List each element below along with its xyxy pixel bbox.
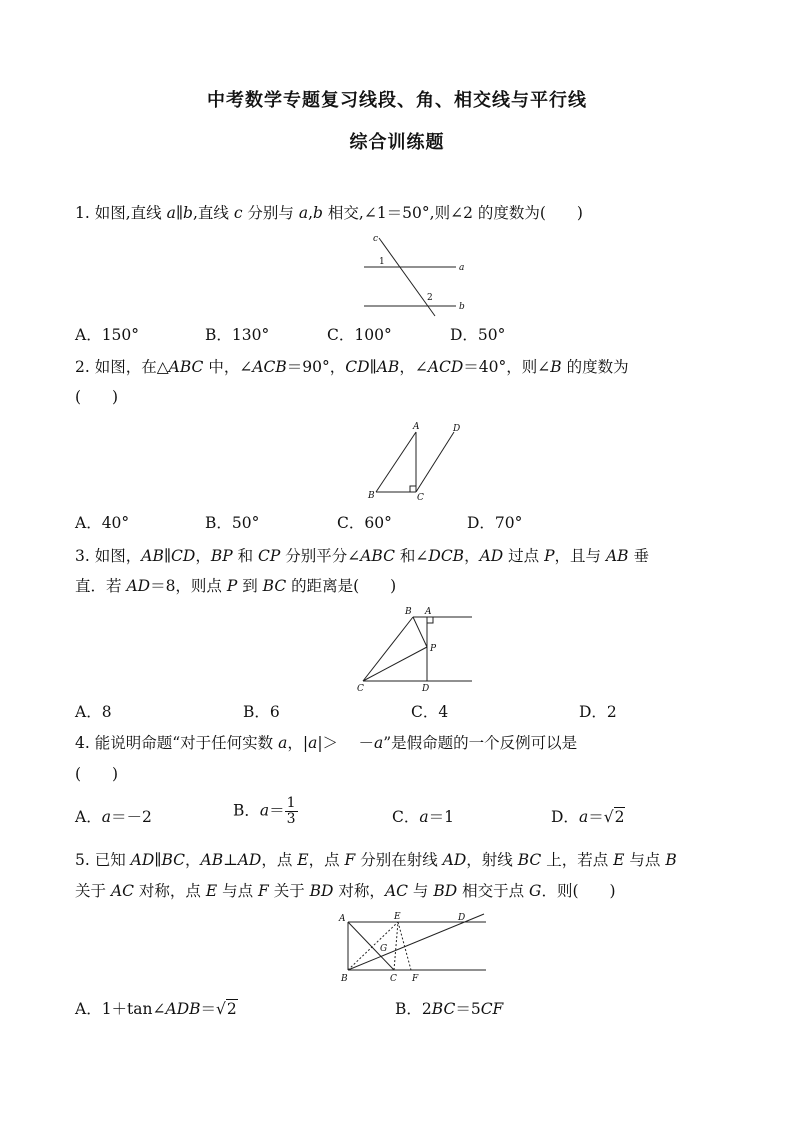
question-4-stem: 4. 能说明命题“对于任何实数 a，|a|＞ －a”是假命题的一个反例可以是 — [75, 734, 578, 752]
fraction-one-third: $\frac{1}{3}$ — [286, 795, 296, 827]
question-2-option-c: C．60° — [337, 514, 392, 532]
question-3-option-a: A．8 — [75, 703, 112, 721]
question-4-option-a: A．a＝－2 — [75, 808, 152, 826]
label-g: G — [380, 944, 388, 954]
segment-ef — [398, 922, 411, 970]
side-ab — [376, 432, 416, 492]
question-4-option-d: D．a＝√2 — [551, 808, 625, 826]
label-c: C — [417, 493, 424, 503]
question-1-option-b: B．130° — [205, 326, 270, 344]
label-a: A — [425, 607, 432, 617]
label-f: F — [412, 974, 419, 984]
right-angle-mark — [410, 486, 416, 492]
label-c: C — [390, 974, 397, 984]
label-a: A — [413, 422, 420, 432]
question-1-option-a: A．150° — [75, 326, 140, 344]
label-a: a — [459, 263, 465, 273]
segment-ce — [394, 922, 398, 970]
question-2-option-a: A．40° — [75, 514, 130, 532]
segment-bp — [413, 617, 427, 647]
segment-cd — [416, 432, 454, 492]
question-2-figure — [366, 420, 476, 506]
document-title: 中考数学专题复习线段、角、相交线与平行线 — [207, 90, 587, 111]
question-2-option-b: B．50° — [205, 514, 260, 532]
label-d: D — [458, 913, 466, 923]
question-3-option-b: B．6 — [243, 703, 280, 721]
question-5-option-a: A．1＋tan∠ADB＝√2 — [75, 1000, 237, 1018]
question-5-stem: 5. 已知 AD∥BC，AB⊥AD，点 E，点 F 分别在射线 AD，射线 BC 上，若点 E 与点 B — [75, 851, 677, 869]
question-3-option-c: C．4 — [411, 703, 449, 721]
question-5-option-b: B．2BC＝5CF — [395, 1000, 504, 1018]
question-3-stem-line2: 直．若 AD＝8，则点 P 到 BC 的距离是( ) — [75, 577, 397, 595]
label-a: A — [339, 914, 346, 924]
label-2: 2 — [427, 293, 433, 303]
label-c: c — [373, 234, 379, 244]
label-e: E — [394, 912, 401, 922]
label-d: D — [422, 684, 430, 694]
question-1-figure — [360, 232, 480, 318]
label-d: D — [453, 424, 461, 434]
question-2-stem: 2. 如图，在△ABC 中，∠ACB＝90°，CD∥AB，∠ACD＝40°，则∠B 的度数为 — [75, 358, 629, 376]
question-1-stem: 1. 如图,直线 a∥b,直线 c 分别与 a,b 相交,∠1＝50°,则∠2 的度数为( ) — [75, 204, 583, 222]
sqrt-two: √2 — [216, 1000, 237, 1018]
document-subtitle: 综合训练题 — [349, 132, 445, 153]
segment-cp — [363, 647, 427, 681]
question-3-option-d: D．2 — [579, 703, 617, 721]
question-3-stem: 3. 如图，AB∥CD，BP 和 CP 分别平分∠ABC 和∠DCB，AD 过点 P，且与 AB 垂 — [75, 547, 649, 565]
label-b: b — [459, 302, 465, 312]
label-b: B — [341, 974, 348, 984]
question-4-option-c: C．a＝1 — [392, 808, 454, 826]
question-2-option-d: D．70° — [467, 514, 523, 532]
question-3-figure — [355, 603, 480, 698]
label-b: B — [405, 607, 412, 617]
label-b: B — [368, 491, 375, 501]
question-4-option-b: B．a＝ $\frac{1}{3}$ — [233, 795, 296, 827]
line-c — [379, 238, 435, 316]
question-5-figure — [336, 908, 496, 988]
question-2-stem-line2: ( ) — [75, 388, 119, 406]
right-angle-mark — [427, 617, 433, 623]
question-5-stem-line2: 关于 AC 对称，点 E 与点 F 关于 BD 对称，AC 与 BD 相交于点 G．则( ) — [75, 882, 616, 900]
question-1-option-d: D．50° — [450, 326, 506, 344]
question-4-stem-line2: ( ) — [75, 765, 119, 783]
sqrt-two: √2 — [603, 808, 625, 826]
label-c: C — [357, 684, 364, 694]
segment-bc — [363, 617, 413, 681]
label-1: 1 — [379, 257, 385, 267]
label-p: P — [430, 644, 437, 654]
question-1-option-c: C．100° — [327, 326, 392, 344]
